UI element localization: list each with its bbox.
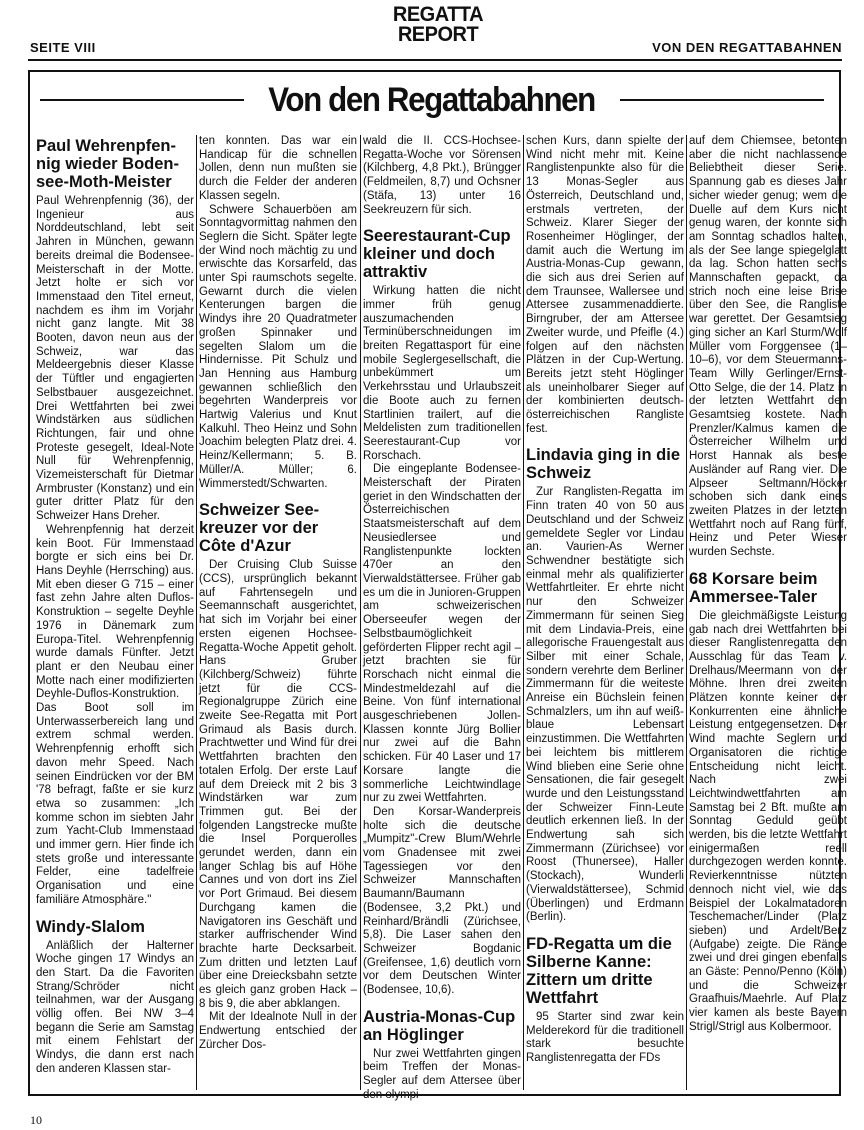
text-column-5 [689, 135, 847, 1035]
article-headline: Paul Wehrenpfen-nig wieder Boden-see-Moth-Meister [36, 137, 180, 191]
article-paragraph: ten konnten. Das war ein Handicap für die schnellen Jollen, denn nun mußten sie durch die Felder der anderen Klassen segeln. [199, 135, 357, 202]
text-column-3 [363, 135, 521, 1103]
article-paragraph: Schwere Schauerböen am Sonntagvormittag nahmen den Seglern die Sicht. Später legte der Wind noch mächtig zu und erwischte das Korsarfeld, das unter Spi raumschots segelte. Gewarnt durch die vielen Kenterungen bargen die Windys ihre 20 Quadratmeter großen Spinnaker und segelten Slalom um die Hindernisse. Pit Schulz und Jan Henning aus Hamburg gewannen schließlich den begehrten Wanderpreis vor Hartwig Valerius und Knut Kalkuhl. Theo Heinz und Sohn Joachim belegten Platz drei. 4. Heinz/Kellermann; 5. B. Müller/A. Müller; 6. Wimmerstedt/Schwarten. [199, 203, 357, 490]
title-rule-left [40, 99, 244, 101]
article-paragraph: Der Cruising Club Suisse (CCS), ursprünglich bekannt auf Fahrtensegeln und Seemannschaft ausgerichtet, hat sich im Vorjahr bei einer ersten eigenen Hochsee-Regatta-Woche Appetit geholt. Hans Gruber (Kilchberg/Schweiz) führte jetzt für die CCS-Regionalgruppe Zürich eine zweite See-Regatta mit Port Grimaud als Basis durch. Prachtwetter und Wind für drei Wettfahrten brachten den totalen Erfolg. Der erste Lauf auf dem Dreieck mit 2 bis 3 Windstärken war zum Trimmen gut. Bei der folgenden Langstrecke mußte die Insel Porquerolles gerundet werden, dann ein langer Schlag bis auf Höhe Cannes und von dort ins Ziel vor Port Grimaud. Bei diesem Durchgang kamen die Navigatoren ins Geschäft und starker auffrischender Wind brachte harte Decksarbeit. Zum dritten und letzten Lauf über eine Dreiecksbahn setzte es gleich ganz groben Hack – 8 bis 9, die aber abklangen. [199, 559, 357, 1010]
article-paragraph: Den Korsar-Wanderpreis holte sich die deutsche „Mumpitz"-Crew Blum/Wehrle vom Gnadensee mit zwei Tagessiegen vor den Schweizer Mannschaften Baumann/Baumann (Bodensee, 3,2 Pkt.) und Reinhard/Brändli (Zürichsee, 5,8). Die Laser sahen den Schweizer Bogdanic (Greifensee, 1,6) deutlich vorn vor dem Deutschen Winter (Bodensee, 10,6). [363, 805, 521, 997]
header-divider [28, 59, 842, 61]
column-divider [196, 135, 197, 1090]
article-paragraph: Die eingeplante Bodensee-Meisterschaft der Piraten geriet in den Windschatten der Österreichischen Staatsmeisterschaft auf dem Neusiedlersee und Ranglistenpunkte lockten 470er an den Vierwaldstättersee. Früher gab es um die in Junioren-Gruppen am schweizerischen Oberseeufer wegen der Selbstbaumöglichkeit geförderten Flipper recht agil – jetzt brachten sie für Rorschach nicht einmal die Mindestmeldezahl auf die Beine. Von fünf international ausgeschriebenen Jollen-Klassen konnte Jürg Bollier nur zwei auf die Bahn schicken. Für 40 Laser und 17 Korsare langte die sommerliche Leichtwindlage nur zu zwei Wettfahrten. [363, 463, 521, 805]
logo-line-1: REGATTA [392, 2, 484, 27]
text-column-2 [199, 135, 357, 1053]
article-headline: Austria-Monas-Cup an Höglinger [363, 1007, 516, 1044]
article-paragraph: Anläßlich der Halterner Woche gingen 17 Windys an den Start. Da die Favoriten Strang/Schröder nicht teilnahmen, war der Ausgang völlig offen. Bei NW 3–4 begann die Serie am Samstag mit einem Fehlstart der Windys, die dann erst nach den anderen Klassen star- [36, 939, 194, 1075]
article-paragraph: auf dem Chiemsee, betonten aber die nicht nachlassende Beliebtheit dieser Serie. Spannung gab es dieses Jahr sicher wieder genug; wem die Duelle auf dem Kurs nicht genug waren, der konnte sich am Sonntag schadlos halten, als der See lange spiegelglatt da lag. Schon hatten sechs Mannschaften gepackt, da strich noch eine leise Brise über den See, die Rangliste war gerettet. Der Gesamtsieg ging sicher an Karl Sturm/Wolf Müller vom Forggensee (1–10–6), vor dem Steuermanns-Team Willy Gerlinger/Ernst-Otto Selge, die der 14. Platz in der letzten Wettfahrt den Gesamtsieg kostete. Nach Prenzler/Kalmus kamen die Österreicher Wilhelm und Horst Hannak als beste Ausländer auf Rang vier. Die Alpseer Seltmann/Höcker schoben sich dank eines zweiten Platzes in der letzten Wettfahrt noch auf Rang fünf, Heinz und Peter Wieser wurden Sechste. [689, 135, 847, 559]
article-paragraph: wald die II. CCS-Hochsee-Regatta-Woche vor Sörensen (Kilchberg, 4,8 Pkt.), Brüngger (Feldmeilen, 8,7) und Ochsner (Stäfa, 13) unter 16 Seekreuzern für sich. [363, 135, 521, 216]
regatta-report-logo [388, 2, 488, 46]
article-paragraph: Wirkung hatten die nicht immer früh genug auszumachenden Terminüberschneidungen im breiten Regattasport für eine mobile Seglergesellschaft, die unbekümmert um Verkehrsstau und Urlaubszeit die Boote auch zu fernen Startlinien trailert, auf die Meldelisten zum traditionellen Seerestaurant-Cup vor Rorschach. [363, 285, 521, 462]
article-paragraph: 95 Starter sind zwar kein Melderekord für die traditionell stark besuchte Ranglistenregatta der FDs [526, 1010, 684, 1065]
title-rule-right [620, 99, 824, 101]
article-paragraph: schen Kurs, dann spielte der Wind nicht mehr mit. Keine Ranglistenpunkte also für die 13 Monas-Segler aus Österreich, Deutschland und, erstmals vertreten, der Schweiz. Klarer Sieger der Rosenheimer Höglinger, der damit auch die Wertung im Austria-Monas-Cup gewann, die sich aus drei Serien auf dem Traunsee, Wallersee und Attersee zusammenaddierte. Birngruber, der am Attersee Zweiter wurde, und Pfeifle (4.) folgen auf den nächsten Plätzen in der Cup-Wertung. Bereits jetzt steht Höglinger als uneinholbarer Sieger auf der kombinierten deutsch-österreichischen Rangliste fest. [526, 135, 684, 435]
page-number: 10 [30, 1113, 42, 1127]
logo-line-2: REPORT [397, 22, 479, 46]
text-column-1 [36, 135, 194, 1077]
article-paragraph: Mit der Idealnote Null in der Endwertung entschied der Zürcher Dos- [199, 1011, 357, 1051]
article-paragraph: Paul Wehrenpfennig (36), der Ingenieur aus Norddeutschland, lebt seit Jahren in München, gewann bereits dreimal die Bodensee-Meisterschaft in der Motte. Jetzt holte er sich vor Immenstaad den Titel erneut, nachdem es ihm im Vorjahr nicht ganz langte. Mit 38 Booten, davon neun aus der Schweiz, war das Meldeergebnis dieser Klasse der Tüftler und engagierten Selbstbauer ausgezeichnet. Drei Wettfahrten bei zwei Windstärken aus südlichen Richtungen, fair und ohne Proteste gesegelt, Ideal-Note Null für Wehrenpfennig, Vizemeisterschaft für Dietmar Armbruster (Konstanz) und ein guter dritter Platz für den Schweizer Hans Dreher. [36, 195, 194, 523]
title-bar [40, 80, 824, 120]
article-paragraph: Wehrenpfennig hat derzeit kein Boot. Für Immenstaad borgte er sich eins bei Dr. Hans Deyhle (Herrsching) aus. Mit eben dieser G 715 – einer fast zehn Jahre alten Duflos-Konstruktion – segelte Deyhle 1976 in Dänemark zum Europa-Titel. Wehrenpfennig wurde damals Fünfter. Jetzt plant er den Neubau einer Motte nach einer modifizierten Deyhle-Duflos-Konstruktion. Das Boot soll im Unterwasserbereich lang und extrem schmal werden. Wehrenpfennig erhofft sich davon mehr Speed. Nach seinen Eindrücken vor der BM '78 befragt, faßte er sie kurz etwa so zusammen: „Ich komme schon im siebten Jahr zum Yacht-Club Immenstaad und immer gern. Hier finde ich stets große und interessante Felder, eine tadelfreie Organisation und eine familiäre Atmosphäre." [36, 523, 194, 906]
page-title: Von den Regattabahnen [268, 80, 596, 119]
article-headline: Schweizer See-kreuzer vor der Côte d'Azur [199, 501, 320, 556]
article-paragraph: Zur Ranglisten-Regatta im Finn traten 40 von 50 aus Deutschland und der Schweiz gemeldete Segler vor Lindau an. Vaurien-As Werner Schwendner bestätigte sich einmal mehr als qualifizierter Wettfahrtleiter. Er ehrte nicht nur den Schweizer Zimmermann für seinen Sieg mit dem Lindavia-Preis, eine allegorische Frauengestalt aus Silber mit einer Schale, sondern verehrte dem Berliner Zimmermann für die weiteste Anreise ein Büchslein feinen Schmalzlers, um ihn auf weiß-blaue Lebensart einzustimmen. Die Wettfahrten bei leichtem bis mittlerem Wind blieben eine Serie ohne Sensationen, die fair gesegelt wurde und den Leistungsstand der Schweizer Finn-Leute deutlich erkennen ließ. In der Endwertung sah sich Zimmermann (Zürichsee) vor Roost (Thunersee), Haller (Stockach), Wunderli (Vierwaldstättersee), Schmid (Überlingen) und Erdmann (Berlin). [526, 486, 684, 924]
column-divider [523, 135, 524, 1090]
article-paragraph: Nur zwei Wettfahrten gingen beim Treffen der Monas-Segler auf dem Attersee über den olympi- [363, 1047, 521, 1101]
column-divider [360, 135, 361, 1090]
article-headline: 68 Korsare beim Ammersee-Taler [689, 569, 818, 606]
article-headline: Lindavia ging in die Schweiz [526, 446, 681, 483]
column-divider [686, 135, 687, 1090]
page-section-label: SEITE VIII [30, 40, 96, 55]
article-headline: Windy-Slalom [36, 917, 145, 936]
article-headline: FD-Regatta um die Silberne Kanne: Zittern um dritte Wettfahrt [526, 934, 672, 1007]
page-section-title: VON DEN REGATTABAHNEN [652, 40, 842, 55]
article-paragraph: Die gleichmäßigste Leistung gab nach drei Wettfahrten bei dieser Ranglistenregatta den Ausschlag für das Team v. Drelhaus/Meermann von der Möhne. Ihren drei zweiten Plätzen konnte keiner der Konkurrenten eine ähnliche Leistung entgegensetzen. Der Wind machte Seglern und Organisatoren die richtige Entscheidung nicht leicht. Nach zwei Leichtwindwettfahrten am Samstag bei 2 Bft. mußte am Sonntag Geduld geübt werden, bis die letzte Wettfahrt einigermaßen reell durchgezogen werden konnte. Revierkenntnisse nützten dennoch nicht viel, wie das Beispiel der Lokalmatadoren Teschemacher/Linder (Platz sieben) und Ardelt/Berz (Aufgabe) zeigte. Die Ränge zwei und drei gingen ebenfalls an Gäste: Penno/Penno (Köln) und die Schweizer Graafhuis/Maehrle. Auf Platz vier kamen als beste Bayern Strigl/Strigl aus Kolbermoor. [689, 609, 847, 1033]
text-column-4 [526, 135, 684, 1066]
article-headline: Seerestaurant-Cup kleiner und doch attraktiv [363, 227, 511, 282]
